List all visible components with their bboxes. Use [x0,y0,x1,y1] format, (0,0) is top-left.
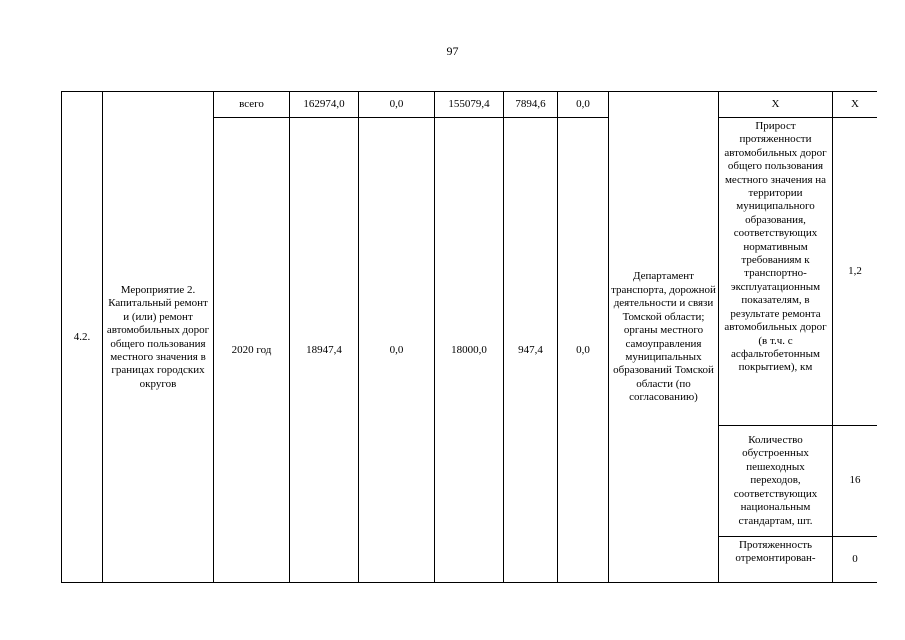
indicator-name-cell: Количество обустроенных пешеходных переходов, соответствующих национальным стандартам, шт. [719,426,833,537]
total-value-cell: 7894,6 [504,92,558,118]
total-value-cell: 162974,0 [290,92,359,118]
year-value-cell: 947,4 [504,118,558,584]
year-value-cell: 0,0 [359,118,435,584]
program-table [61,91,877,583]
row-index-cell: 4.2. [62,92,103,584]
indicator-value-cell: 1,2 [833,118,878,426]
indicator-value-cell: 16 [833,426,878,537]
executor-cell: Департамент транспорта, дорожной деятельности и связи Томской области; органы местного самоуправления муниципальных образований Томской области (по согласованию) [609,92,719,584]
page-number: 97 [446,44,459,58]
total-indicator-cell: X [719,92,833,118]
activity-name-cell: Мероприятие 2. Капитальный ремонт и (или) ремонт автомобильных дорог общего пользования местного значения в границах городских округов [103,92,214,584]
table-row-total [62,92,878,118]
program-table-wrapper [61,91,877,583]
indicator-value-cell: 0 [833,537,878,584]
total-value-cell: 155079,4 [435,92,504,118]
indicator-name-cell: Прирост протяженности автомобильных дорог общего пользования местного значения на территории муниципального образования, соответствующих нормативным требованиям к транспортно-эксплуатационным показателям, в результате ремонта автомобильных дорог (в т.ч. с асфальтобетонным покрытием), км [719,118,833,426]
total-value-cell: 0,0 [359,92,435,118]
year-value-cell: 18000,0 [435,118,504,584]
total-indicator-value-cell: X [833,92,878,118]
year-label-cell: 2020 год [214,118,290,584]
year-value-cell: 0,0 [558,118,609,584]
total-value-cell: 0,0 [558,92,609,118]
total-label-cell: всего [214,92,290,118]
indicator-name-cell: Протяженность отремонтирован- [719,537,833,584]
year-value-cell: 18947,4 [290,118,359,584]
